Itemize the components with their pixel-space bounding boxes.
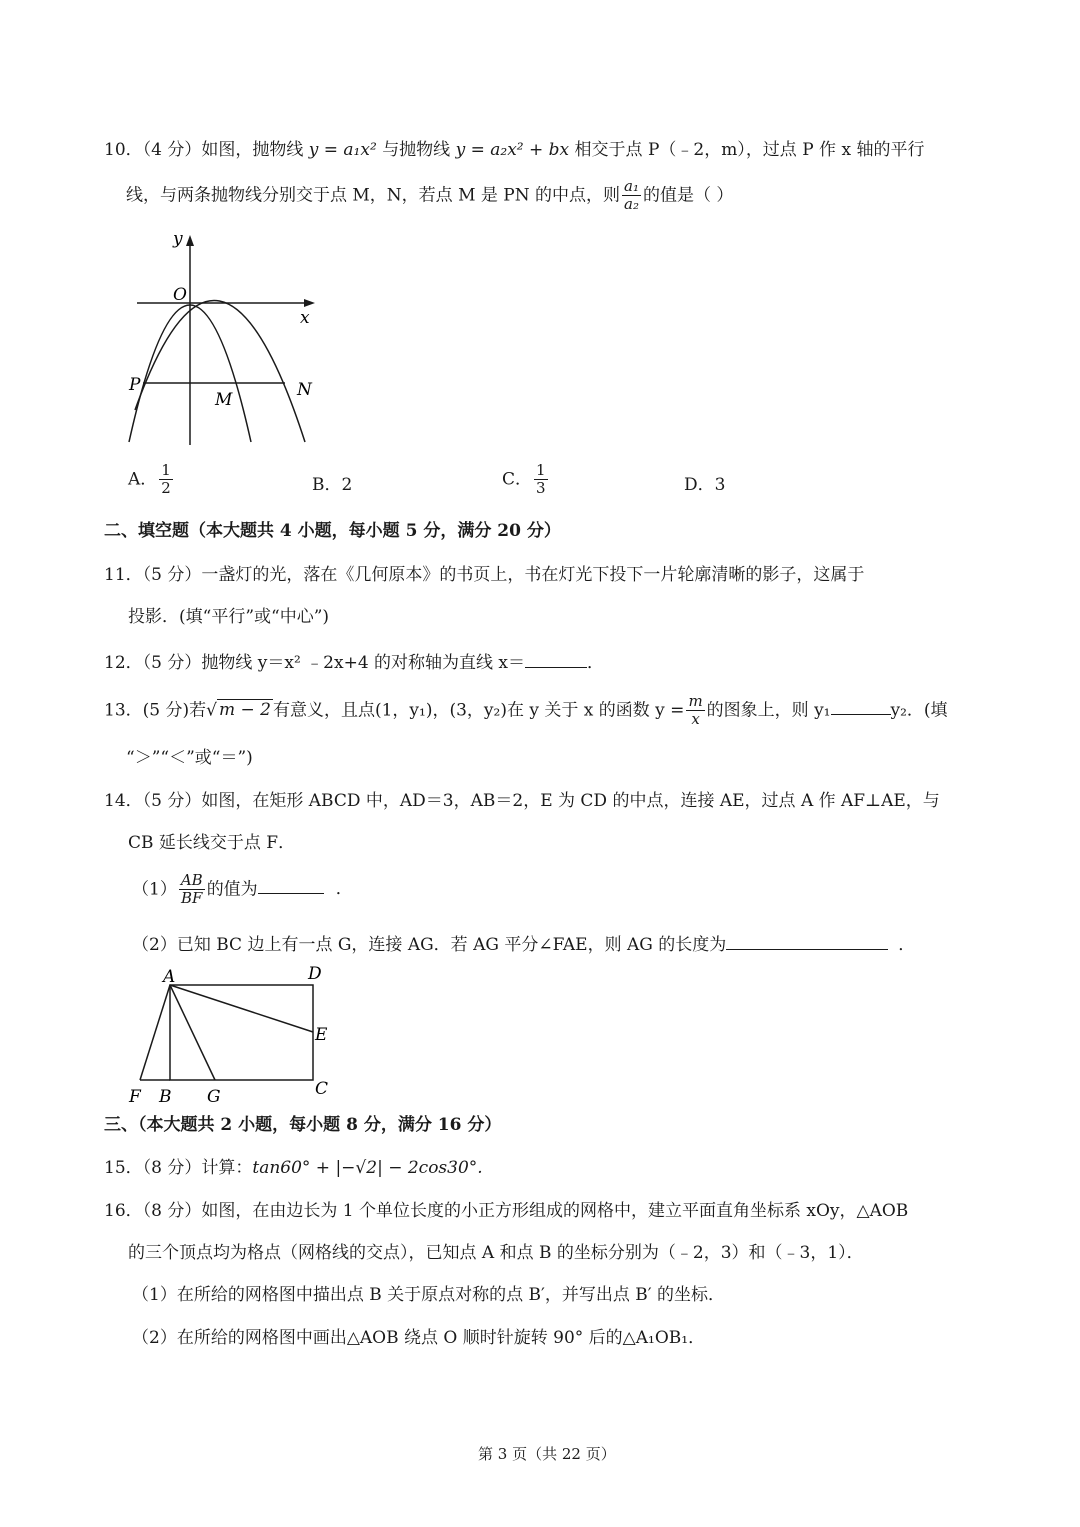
fig10-p-label: P xyxy=(129,375,141,395)
q14-rectangle-figure xyxy=(125,960,340,1105)
q15-text: 15．（8 分）计算：tan60° + |−√2| − 2cos30°. xyxy=(104,1158,483,1178)
fig14-g-label: G xyxy=(207,1087,221,1105)
q10-option-d: D．3 xyxy=(684,475,726,495)
q10-eq1: y = a₁x² xyxy=(308,140,383,160)
q10-option-c: C． $\frac{1}{3}$ xyxy=(502,461,546,498)
q14-sub2: （2）已知 BC 边上有一点 G，连接 AG．若 AG 平分∠FAE，则 AG 的长度为 ． xyxy=(132,935,916,955)
q10-option-b: B．2 xyxy=(312,475,353,495)
q13-line2: “＞”“＜”或“＝”) xyxy=(126,748,253,768)
q10-ratio-fraction: $\frac{\text{a₁}}{\text{a₂}}$ xyxy=(624,177,639,214)
fig10-o-label: O xyxy=(173,285,187,305)
fig14-f-label: F xyxy=(129,1087,141,1105)
fig10-n-label: N xyxy=(297,380,312,400)
q15-expression: tan60° + |−√2| − 2cos30°. xyxy=(252,1158,483,1178)
fig14-e-label: E xyxy=(315,1025,328,1045)
fig10-y-label: y xyxy=(173,230,183,249)
q14-sub1: （1） $\frac{AB}{BF}$ 的值为 ． xyxy=(132,871,353,908)
q11-line2: 投影．(填“平行”或“中心”) xyxy=(128,607,330,627)
q16-sub1: （1）在所给的网格图中描出点 B 关于原点对称的点 B′，并写出点 B′ 的坐标． xyxy=(132,1285,726,1305)
fig10-x-label: x xyxy=(300,308,310,328)
q14-line2: CB 延长线交于点 F． xyxy=(128,833,296,853)
q10-line2: 线，与两条抛物线分别交于点 M，N，若点 M 是 PN 的中点，则 $\frac{\text{a₁}}{\text{a₂}}$ 的值是（ ） xyxy=(126,177,734,214)
fig14-a-label: A xyxy=(163,967,176,987)
q10-option-a: A． $\frac{1}{2}$ xyxy=(128,461,171,498)
q16-line1: 16．（8 分）如图，在由边长为 1 个单位长度的小正方形组成的网格中，建立平面直角坐标系 xOy，△AOB xyxy=(104,1201,909,1221)
section-3-heading: 三、（本大题共 2 小题，每小题 8 分，满分 16 分） xyxy=(104,1115,502,1135)
page-footer: 第 3 页（共 22 页） xyxy=(478,1445,616,1463)
fig14-c-label: C xyxy=(315,1079,329,1099)
q10-line1: 10．（4 分）如图，抛物线 y = a₁x² 与抛物线 y = a₂x² + bx 相交于点 P（﹣2，m），过点 P 作 x 轴的平行 xyxy=(104,140,925,160)
fig10-m-label: M xyxy=(215,390,233,410)
q16-line2: 的三个顶点均为格点（网格线的交点），已知点 A 和点 B 的坐标分别为（﹣2，3）和（﹣3，1）． xyxy=(128,1243,864,1263)
q14-line1: 14．（5 分）如图，在矩形 ABCD 中，AD＝3，AB＝2，E 为 CD 的中点，连接 AE，过点 A 作 AF⊥AE，与 xyxy=(104,791,940,811)
q11-line1: 11．（5 分）一盏灯的光，落在《几何原本》的书页上，书在灯光下投下一片轮廓清晰的影子，这属于 xyxy=(104,565,865,585)
q10-parabola-figure xyxy=(115,230,330,450)
q16-sub2: （2）在所给的网格图中画出△AOB 绕点 O 顺时针旋转 90° 后的△A₁OB₁． xyxy=(132,1328,706,1348)
q13-line1: 13．(5 分)若√ m − 2 有意义，且点(1，y₁)，(3，y₂)在 y 关于 x 的函数 y = $\frac{m}{x}$ 的图象上，则 y₁ y₂．(填 xyxy=(104,692,948,729)
q10-eq2: y = a₂x² + bx xyxy=(455,140,575,160)
q12-text: 12．（5 分）抛物线 y＝x² ﹣2x+4 的对称轴为直线 x＝ ． xyxy=(104,653,605,673)
fig14-b-label: B xyxy=(159,1087,172,1105)
section-2-heading: 二、填空题（本大题共 4 小题，每小题 5 分，满分 20 分） xyxy=(104,521,561,541)
fig14-d-label: D xyxy=(308,964,322,984)
